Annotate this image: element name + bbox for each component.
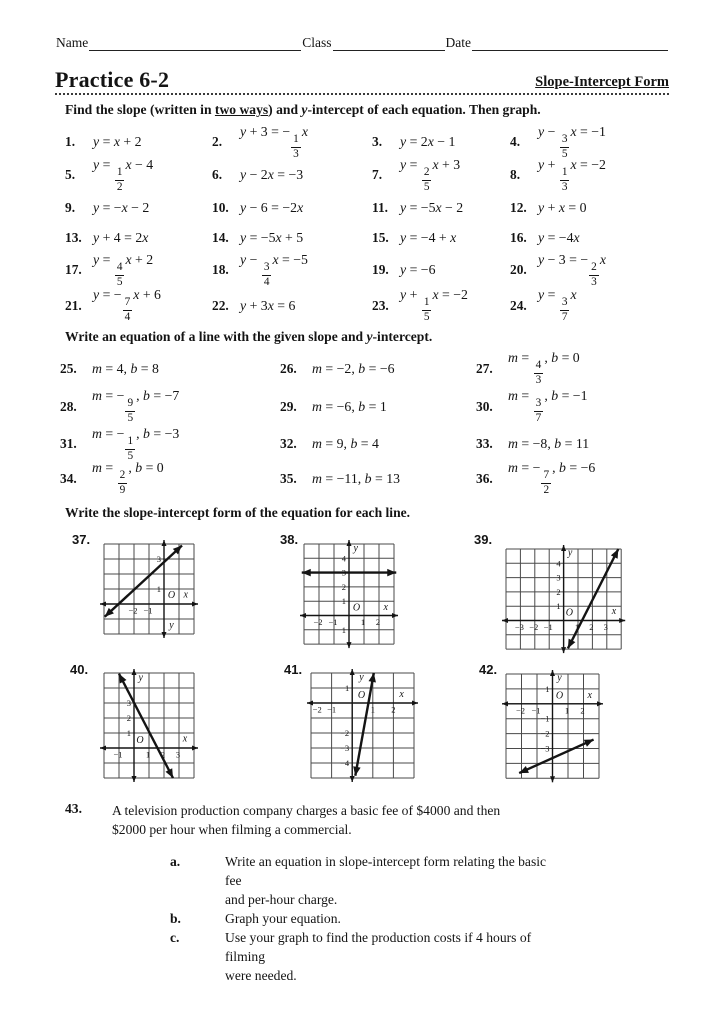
problem-24 [510, 287, 668, 324]
fraction: $\frac{4}{3}$ [535, 359, 542, 387]
problem-15 [372, 223, 510, 252]
title-row [55, 56, 669, 95]
problem-20 [510, 252, 668, 289]
problem-34 [60, 457, 280, 500]
svg-text:−3: −3 [540, 743, 550, 754]
fraction: $\frac{7}{2}$ [543, 469, 550, 497]
problems-25-36 [60, 350, 668, 500]
equation: y + 3 = − $\frac{1}{3}$ x [240, 124, 308, 161]
svg-text:1: 1 [126, 728, 131, 738]
problem-1 [65, 124, 212, 161]
equation: m = −2, b = −6 [312, 360, 395, 376]
svg-text:−2: −2 [540, 728, 550, 739]
svg-text:3: 3 [156, 554, 161, 564]
svg-text:−3: −3 [340, 743, 350, 753]
svg-text:−1: −1 [327, 704, 337, 715]
class-label: Class [302, 35, 332, 50]
subitem-letter: b. [170, 911, 181, 926]
svg-text:−1: −1 [113, 749, 123, 760]
problem-number: 22. [212, 297, 229, 313]
graph-40-grid [96, 665, 202, 791]
x-axis-label: x [183, 589, 188, 601]
problem-12 [510, 192, 668, 223]
equation: m = $\frac{3}{7}$ , b = −1 [508, 388, 588, 425]
page-title: Practice 6-2 [55, 67, 170, 92]
subitem-text: Graph your equation. [225, 911, 341, 926]
equation: y = −x − 2 [93, 199, 150, 215]
problem-number: 8. [510, 167, 521, 183]
svg-text:−1: −1 [143, 605, 153, 616]
problem-number: 29. [280, 398, 297, 414]
svg-text:3: 3 [341, 567, 346, 578]
date-label: Date [445, 35, 471, 50]
svg-text:3: 3 [603, 622, 608, 632]
problem-6 [212, 157, 372, 194]
problem-number: 31. [60, 436, 77, 452]
problem-number: 35. [280, 470, 297, 486]
problem-number: 32. [280, 436, 297, 452]
name-label: Name [56, 35, 89, 50]
problem-16 [510, 223, 668, 252]
problem-21 [65, 287, 212, 324]
graph-42-plot [498, 666, 607, 786]
graph-38-grid [296, 536, 402, 657]
problem-number: 9. [65, 199, 76, 215]
problem-25 [60, 350, 280, 387]
equation: m = − $\frac{9}{5}$ , b = −7 [92, 388, 180, 425]
fraction: $\frac{9}{5}$ [127, 397, 134, 425]
problem-number: 36. [476, 470, 493, 486]
origin-label: O [357, 689, 366, 701]
equation: m = 9, b = 4 [312, 436, 379, 452]
equation: y = −6 [400, 262, 436, 278]
problem-number: 28. [60, 398, 77, 414]
problem-number: 13. [65, 229, 82, 245]
equation: y + $\frac{1}{3}$ x = −2 [538, 157, 606, 194]
problem-3 [372, 124, 510, 161]
problem-number: 40. [70, 662, 89, 677]
equation: m = 4, b = 8 [92, 360, 159, 376]
y-axis-label: y [557, 672, 562, 684]
problem-36 [476, 457, 668, 500]
fraction: $\frac{2}{3}$ [591, 261, 597, 289]
problem-number: 21. [65, 297, 82, 313]
equation: y = −4 + x [400, 229, 457, 245]
graph-40-plot [96, 665, 202, 786]
svg-text:2: 2 [160, 749, 166, 760]
svg-text:2: 2 [341, 581, 346, 592]
x-axis-label: x [383, 601, 388, 613]
problem-number: 20. [510, 262, 527, 278]
svg-text:2: 2 [580, 705, 585, 716]
problem-26 [280, 350, 476, 387]
problem-number: 43. [65, 801, 82, 816]
svg-text:−2: −2 [312, 704, 322, 715]
problem-number: 42. [479, 662, 498, 677]
svg-text:−1: −1 [540, 713, 550, 724]
problem-29 [280, 387, 476, 426]
svg-text:−4: −4 [340, 758, 350, 768]
problem-number: 23. [372, 297, 389, 313]
problem-number: 18. [212, 262, 229, 278]
problem-7 [372, 157, 510, 194]
graph-42-grid [498, 666, 607, 791]
problem-number: 24. [510, 297, 527, 313]
instruction-3: Write the slope-intercept form of the equation for each line. [65, 505, 411, 520]
problem-5 [65, 157, 212, 194]
problem-number: 27. [476, 360, 493, 376]
problem-number: 5. [65, 167, 76, 183]
y-axis-label: y [353, 543, 358, 555]
name-blank [89, 35, 301, 51]
problem-23 [372, 287, 510, 324]
equation: m = −8, b = 11 [508, 436, 590, 452]
equation: y = −5x + 5 [240, 229, 304, 245]
svg-text:3: 3 [556, 572, 561, 583]
svg-text:−2: −2 [313, 617, 323, 627]
problem-10 [212, 192, 372, 223]
svg-text:−2: −2 [529, 622, 539, 632]
svg-text:−1: −1 [543, 622, 553, 632]
equation: y + $\frac{1}{5}$ x = −2 [400, 287, 468, 324]
subitem-letter: c. [170, 930, 180, 945]
x-axis-label: x [587, 689, 592, 701]
graph-37-plot [96, 536, 202, 642]
problems-1-24 [65, 124, 668, 324]
svg-text:1: 1 [360, 617, 366, 627]
problem-8 [510, 157, 668, 194]
equation: y = x + 2 [93, 134, 142, 150]
equation: y + 4 = 2x [93, 229, 149, 245]
subitem-text: Write an equation in slope-intercept form relating the basic fee and per-hour charge. [225, 854, 547, 907]
problem-number: 15. [372, 229, 389, 245]
instruction-2: Write an equation of a line with the given slope and y-intercept. [65, 329, 433, 344]
problem-number: 10. [212, 199, 229, 215]
equation: y − 2x = −3 [240, 167, 304, 183]
equation: y = $\frac{4}{5}$ x + 2 [93, 252, 154, 289]
equation: y − $\frac{3}{4}$ x = −5 [240, 252, 308, 289]
svg-text:4: 4 [341, 553, 346, 564]
x-axis-label: x [182, 733, 188, 745]
svg-text:1: 1 [344, 683, 350, 693]
problem-number: 3. [372, 134, 383, 150]
origin-label: O [555, 690, 564, 702]
problem-number: 2. [212, 134, 223, 150]
equation: y = −4x [538, 229, 580, 245]
svg-text:2: 2 [556, 586, 561, 597]
problem-number: 1. [65, 134, 76, 150]
problem-number: 6. [212, 167, 223, 183]
svg-text:2: 2 [391, 704, 396, 715]
fraction: $\frac{1}{5}$ [127, 435, 134, 463]
svg-text:1: 1 [156, 584, 161, 594]
y-axis-label: y [359, 671, 364, 683]
problem-28 [60, 387, 280, 426]
svg-text:1: 1 [545, 683, 550, 694]
problem-18 [212, 252, 372, 289]
problem-number: 34. [60, 470, 77, 486]
fraction: $\frac{2}{5}$ [423, 166, 430, 194]
problem-number: 4. [510, 134, 521, 150]
equation: y + 3x = 6 [240, 297, 296, 313]
svg-text:1: 1 [564, 705, 570, 716]
equation: m = −11, b = 13 [312, 470, 401, 486]
equation: y − 3 = − $\frac{2}{3}$ x [538, 252, 606, 289]
fraction: $\frac{4}{5}$ [116, 261, 123, 289]
equation: m = $\frac{4}{3}$ , b = 0 [508, 350, 580, 387]
equation: m = − $\frac{7}{2}$ , b = −6 [508, 460, 596, 497]
problem-number: 14. [212, 229, 229, 245]
graph-41-plot [303, 665, 422, 786]
svg-text:2: 2 [375, 617, 381, 627]
svg-text:1: 1 [341, 596, 346, 607]
svg-text:1: 1 [574, 622, 580, 632]
y-axis-label: y [138, 672, 143, 684]
problem-13 [65, 223, 212, 252]
problem-number: 33. [476, 436, 493, 452]
problem-number: 7. [372, 167, 383, 183]
fraction: $\frac{3}{4}$ [263, 261, 270, 289]
problem-2 [212, 124, 372, 161]
problem-9 [65, 192, 212, 223]
problem-number: 11. [372, 199, 388, 215]
svg-text:1: 1 [370, 704, 375, 715]
problem-number: 37. [72, 532, 91, 547]
equation: y − 6 = −2x [240, 199, 304, 215]
problem-43-subitems [170, 852, 725, 985]
svg-text:−1: −1 [328, 617, 338, 627]
graph-38-plot [296, 536, 402, 652]
origin-label: O [136, 734, 144, 746]
x-axis-label: x [611, 606, 617, 618]
fraction: $\frac{3}{7}$ [561, 296, 568, 324]
subitem-a [170, 852, 725, 909]
x-axis-label: x [399, 689, 404, 700]
problem-22 [212, 287, 372, 324]
fraction: $\frac{1}{3}$ [293, 133, 299, 161]
svg-text:1: 1 [145, 749, 151, 760]
subitem-text: Use your graph to find the production costs if 4 hours of filming were needed. [225, 930, 532, 983]
equation: y = 2x − 1 [400, 134, 456, 150]
svg-text:4: 4 [556, 558, 561, 569]
equation: m = − $\frac{1}{5}$ , b = −3 [92, 426, 180, 463]
graph-39-plot [498, 541, 629, 657]
problem-number: 41. [284, 662, 303, 677]
problem-4 [510, 124, 668, 161]
problem-14 [212, 223, 372, 252]
equation: m = −6, b = 1 [312, 398, 387, 414]
problem-17 [65, 252, 212, 289]
date-blank [472, 35, 668, 51]
svg-text:3: 3 [126, 698, 131, 708]
equation: y + x = 0 [538, 199, 587, 215]
problem-number: 16. [510, 229, 527, 245]
problem-43-text: A television production company charges a basic fee of $4000 and then $2000 per hour when filming a commercial. [112, 803, 501, 837]
problem-11 [372, 192, 510, 223]
problem-number: 12. [510, 199, 527, 215]
equation: y = $\frac{1}{2}$ x − 4 [93, 157, 154, 194]
problem-43 [0, 801, 725, 985]
name-class-date-line [55, 34, 668, 51]
graph-41-grid [303, 665, 422, 791]
page-subtitle: Slope-Intercept Form [535, 74, 669, 90]
equation: y = $\frac{3}{7}$ x [538, 287, 577, 324]
equation: y = $\frac{2}{5}$ x + 3 [400, 157, 461, 194]
problem-27 [476, 350, 668, 387]
problem-number: 17. [65, 262, 82, 278]
graph-39-grid [498, 541, 629, 662]
subitem-c [170, 928, 725, 985]
problem-number: 39. [474, 532, 493, 547]
svg-text:2: 2 [126, 713, 131, 723]
svg-text:−3: −3 [514, 622, 524, 632]
equation: y = − $\frac{7}{4}$ x + 6 [93, 287, 161, 324]
origin-label: O [352, 602, 361, 614]
problem-number: 25. [60, 360, 77, 376]
svg-text:−2: −2 [340, 728, 350, 738]
svg-text:3: 3 [175, 749, 181, 760]
problem-43-statement [0, 801, 725, 839]
fraction: $\frac{2}{9}$ [119, 469, 126, 497]
graph-37-grid [96, 536, 202, 647]
fraction: $\frac{3}{7}$ [535, 397, 542, 425]
fraction: $\frac{3}{5}$ [561, 133, 568, 161]
problem-19 [372, 252, 510, 289]
fraction: $\frac{7}{4}$ [124, 296, 131, 324]
origin-label: O [565, 607, 573, 619]
equation: m = $\frac{2}{9}$ , b = 0 [92, 460, 164, 497]
fraction: $\frac{1}{2}$ [116, 166, 123, 194]
subitem-letter: a. [170, 854, 181, 869]
fraction: $\frac{1}{5}$ [423, 296, 430, 324]
subitem-b [170, 909, 725, 928]
problem-number: 30. [476, 398, 493, 414]
fraction: $\frac{1}{3}$ [561, 166, 568, 194]
y-axis-label: y [567, 547, 573, 559]
problem-number: 26. [280, 360, 297, 376]
y-axis-label: y [169, 620, 174, 631]
origin-label: O [167, 590, 176, 601]
problem-35 [280, 457, 476, 500]
problem-number: 19. [372, 262, 389, 278]
svg-text:−2: −2 [515, 705, 526, 716]
svg-text:2: 2 [589, 622, 594, 632]
svg-text:1: 1 [341, 624, 346, 635]
problem-number: 38. [280, 532, 299, 547]
class-blank [333, 35, 445, 51]
svg-text:−1: −1 [531, 705, 541, 716]
problem-30 [476, 387, 668, 426]
equation: y − $\frac{3}{5}$ x = −1 [538, 124, 606, 161]
svg-text:1: 1 [556, 601, 561, 612]
instruction-1: Find the slope (written in two ways) and y-intercept of each equation. Then graph. [65, 102, 541, 117]
equation: y = −5x − 2 [400, 199, 464, 215]
svg-text:−2: −2 [128, 605, 138, 616]
